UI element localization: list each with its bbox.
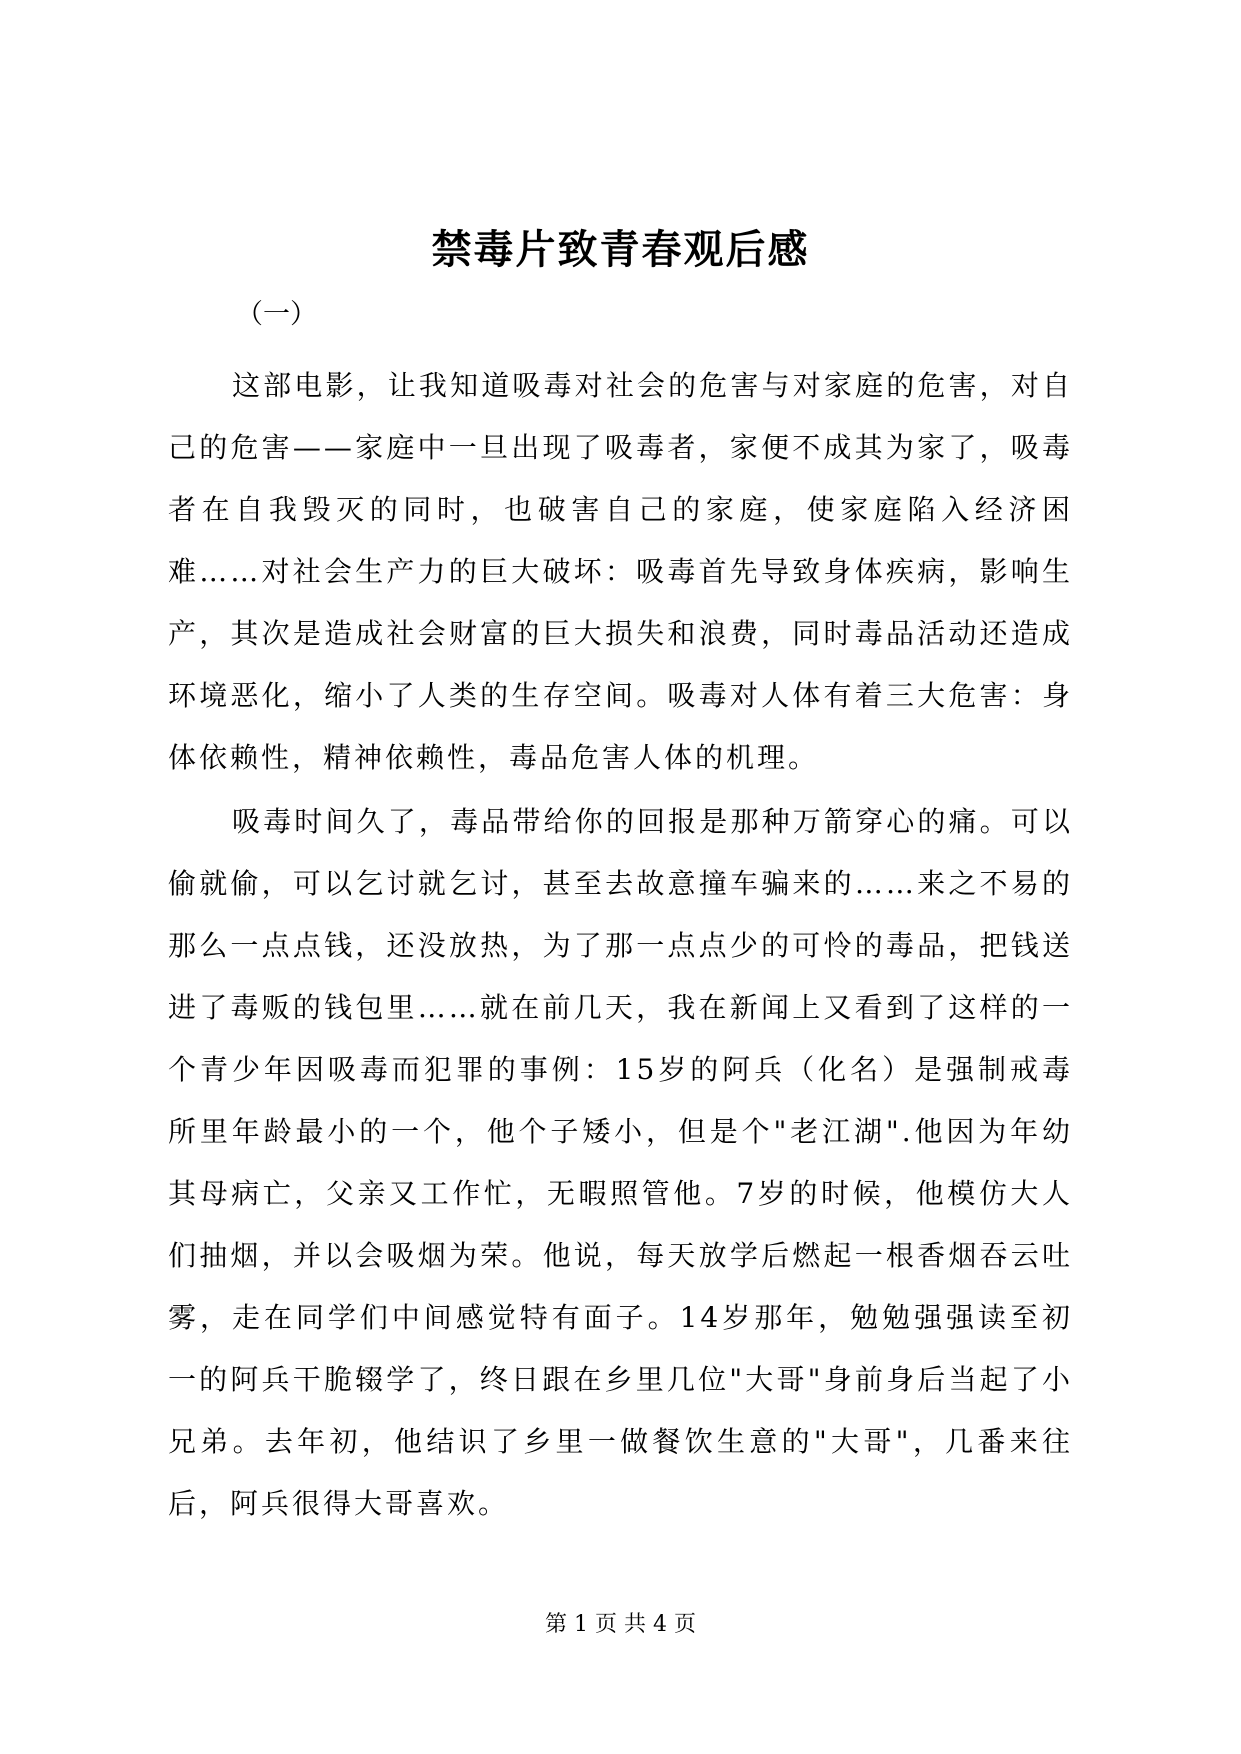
section-number: （一）	[236, 299, 317, 330]
document-title: 禁毒片致青春观后感	[431, 226, 810, 273]
paragraph-2: 吸毒时间久了，毒品带给你的回报是那种万箭穿心的痛。可以偷就偷，可以乞讨就乞讨，甚至去故意撞车骗来的……来之不易的那么一点点钱，还没放热，为了那一点点少的可怜的毒品，把钱送进了毒贩的钱包里……就在前几天，我在新闻上又看到了这样的一个青少年因吸毒而犯罪的事例：15岁的阿兵（化名）是强制戒毒所里年龄最小的一个，他个子矮小，但是个"老江湖".他因为年幼其母病亡，父亲又工作忙，无暇照管他。7岁的时候，他模仿大人们抽烟，并以会吸烟为荣。他说，每天放学后燃起一根香烟吞云吐雾，走在同学们中间感觉特有面子。14岁那年，勉勉强强读至初一的阿兵干脆辍学了，终日跟在乡里几位"大哥"身前身后当起了小兄弟。去年初，他结识了乡里一做餐饮生意的"大哥"，几番来往后，阿兵很得大哥喜欢。	[168, 805, 1073, 1520]
paragraph-1: 这部电影，让我知道吸毒对社会的危害与对家庭的危害，对自己的危害——家庭中一旦出现了吸毒者，家便不成其为家了，吸毒者在自我毁灭的同时，也破害自己的家庭，使家庭陷入经济困难……对社会生产力的巨大破坏：吸毒首先导致身体疾病，影响生产，其次是造成社会财富的巨大损失和浪费，同时毒品活动还造成环境恶化，缩小了人类的生存空间。吸毒对人体有着三大危害：身体依赖性，精神依赖性，毒品危害人体的机理。	[168, 369, 1073, 774]
page-footer: 第 1 页 共 4 页	[545, 1612, 696, 1637]
